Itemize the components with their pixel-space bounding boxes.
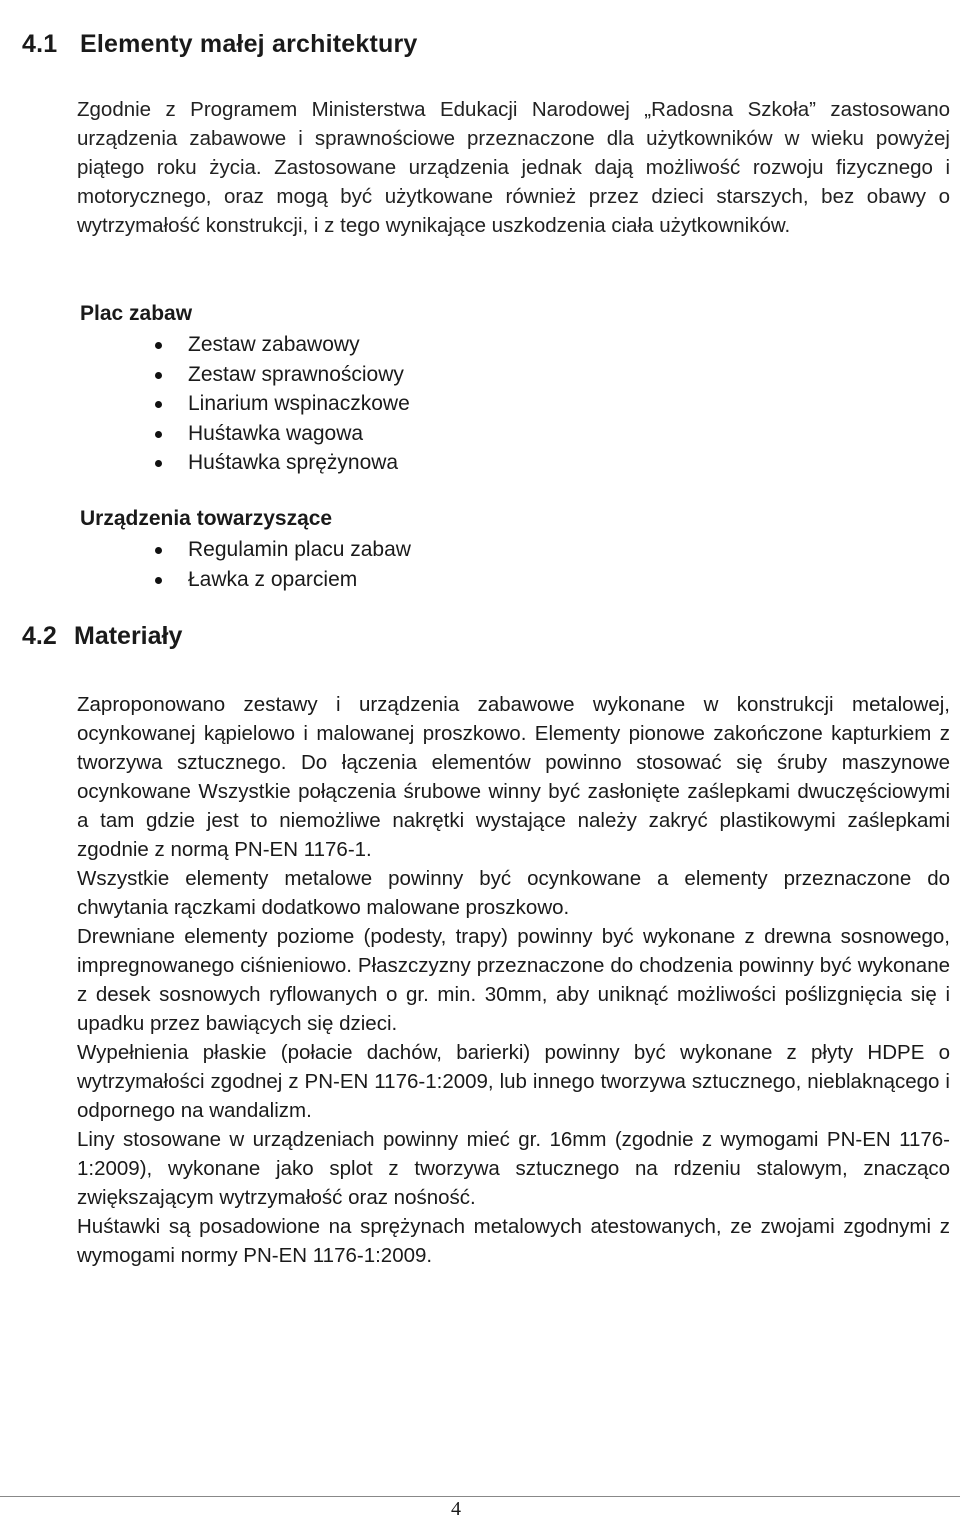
- materials-paragraph: Drewniane elementy poziome (podesty, trapy) powinny być wykonane z drewna sosnowego, impregnowanego ciśnieniowo. Płaszczyzny przeznaczone do chodzenia powinny być wykonane z desek sosnowych ryflowanych o gr. min. 30mm, aby uniknąć możliwości poślizgnięcia się i upadku przez bawiących się dzieci.: [77, 925, 950, 1035]
- list-item: Huśtawka wagowa: [155, 419, 410, 449]
- materials-paragraph: Liny stosowane w urządzeniach powinny mieć gr. 16mm (zgodnie z wymogami PN-EN 1176-1:2009), wykonane jako splot z tworzywa sztucznego na rdzeniu stalowym, znacząco zwiększającym wytrzymałość oraz nośność.: [77, 1128, 950, 1209]
- accessories-heading: Urządzenia towarzyszące: [80, 507, 333, 530]
- materials-paragraph: Zaproponowano zestawy i urządzenia zabawowe wykonane w konstrukcji metalowej, ocynkowanej kąpielowo i malowanej proszkowo. Elementy pionowe zakończone kapturkiem z tworzywa sztucznego. Do łączenia elementów powinno stosować się śruby maszynowe ocynkowane Wszystkie połączenia śrubowe winny być zasłonięte zaślepkami dwuczęściowymi a tam gdzie jest to niemożliwe nakrętki wystające należy zakryć plastikowymi zaślepkami zgodnie z normą PN-EN 1176-1.: [77, 693, 950, 861]
- section-number: 4.1: [22, 30, 58, 58]
- playground-list: [155, 330, 410, 478]
- materials-body: [77, 690, 950, 1270]
- intro-paragraph: Zgodnie z Programem Ministerstwa Edukacji Narodowej „Radosna Szkoła” zastosowano urządzenia zabawowe i sprawnościowe przeznaczone dla użytkowników w wieku powyżej piątego roku życia. Zastosowane urządzenia jednak dają możliwość rozwoju fizycznego i motorycznego, oraz mogą być użytkowane również przez dzieci starszych, bez obawy o wytrzymałość konstrukcji, i z tego wynikające uszkodzenia ciała użytkowników.: [77, 98, 950, 237]
- footer-divider: [0, 1496, 960, 1497]
- list-item: Zestaw sprawnościowy: [155, 360, 410, 390]
- list-item: Huśtawka sprężynowa: [155, 448, 410, 478]
- section-heading-4-2: [22, 622, 182, 651]
- section-title: Materiały: [74, 622, 183, 650]
- page-number: 4: [451, 1498, 461, 1520]
- list-item: Linarium wspinaczkowe: [155, 389, 410, 419]
- section-title: Elementy małej architektury: [80, 30, 418, 58]
- materials-paragraph: Wypełnienia płaskie (połacie dachów, barierki) powinny być wykonane z płyty HDPE o wytrzymałości zgodnej z PN-EN 1176-1:2009, lub innego tworzywa sztucznego, nieblaknącego i odpornego na wandalizm.: [77, 1041, 950, 1122]
- playground-heading: Plac zabaw: [80, 302, 193, 325]
- accessories-list: [155, 535, 411, 594]
- list-item: Zestaw zabawowy: [155, 330, 410, 360]
- list-item: Ławka z oparciem: [155, 565, 411, 595]
- materials-paragraph: Huśtawki są posadowione na sprężynach metalowych atestowanych, ze zwojami zgodnymi z wymogami normy PN-EN 1176-1:2009.: [77, 1215, 950, 1267]
- materials-paragraph: Wszystkie elementy metalowe powinny być ocynkowane a elementy przeznaczone do chwytania rączkami dodatkowo malowane proszkowo.: [77, 867, 950, 919]
- section-number: 4.2: [22, 622, 57, 650]
- section-heading-4-1: [22, 30, 418, 59]
- list-item: Regulamin placu zabaw: [155, 535, 411, 565]
